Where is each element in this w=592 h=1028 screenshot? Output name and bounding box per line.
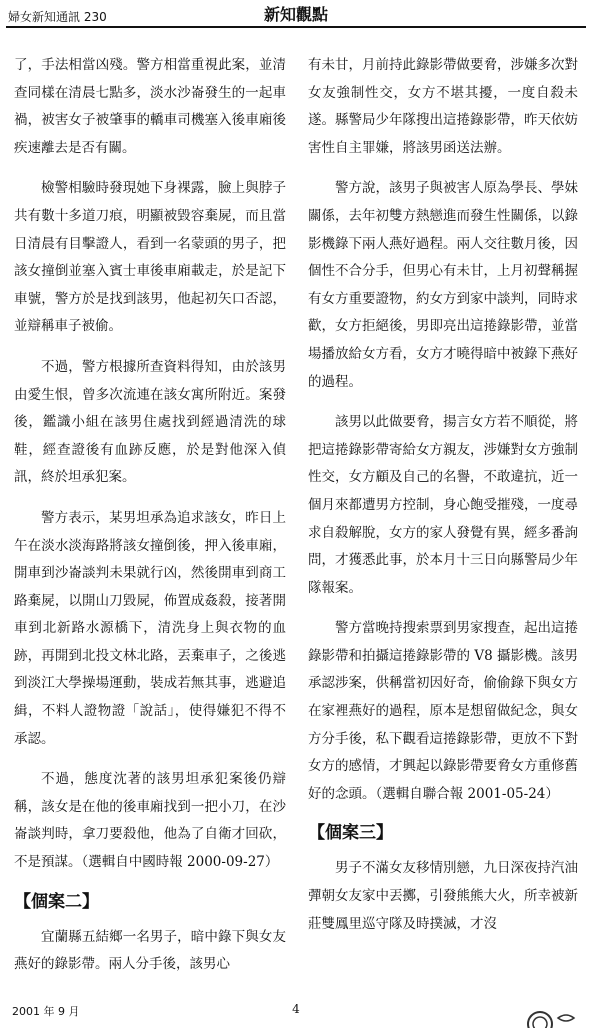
paragraph: 宜蘭縣五結鄉一名男子，暗中錄下與女友燕好的錄影帶。兩人分手後，該男心	[14, 928, 286, 973]
left-column	[14, 52, 286, 992]
case-two-heading: 【個案二】	[14, 891, 99, 912]
paragraph: 警方當晚持搜索票到男家搜查，起出這捲錄影帶和拍攝這捲錄影帶的 V8 攝影機。該男承認涉案，供稱當初因好奇，偷偷錄下與女方在家裡燕好的過程，原本是想留做紀念，與女方分手後，私下觀看這捲錄影帶，更放不下對女方的感情，才興起以錄影帶要脅女方重修舊好的念頭。（選輯自聯合報 2001-05-24）	[308, 620, 578, 802]
logo-stamp-icon	[524, 1004, 584, 1028]
paragraph: 不過，警方根據所查資料得知，由於該男由愛生恨，曾多次流連在該女寓所附近。案發後，鑑識小組在該男住處找到經過清洗的球鞋，經查證後有血跡反應，於是對他深入偵訊，終於坦承犯案。	[14, 358, 286, 486]
paragraph: 了，手法相當凶殘。警方相當重視此案，並清查同樣在清晨七點多，淡水沙崙發生的一起車禍，被害女子被肇事的轎車司機塞入後車廂後疾速離去是否有關。	[14, 57, 286, 156]
case-three-heading: 【個案三】	[308, 823, 393, 844]
paragraph: 不過，態度沈著的該男坦承犯案後仍辯稱，該女是在他的後車廂找到一把小刀，在沙崙談判時，拿刀要殺他，他為了自衛才回砍，不是預謀。（選輯自中國時報 2000-09-27）	[14, 771, 286, 871]
section-title: 新知觀點	[263, 5, 328, 24]
paragraph: 檢警相驗時發現她下身裸露，臉上與脖子共有數十多道刀痕，明顯被毀容棄屍，而且當日清晨有目擊證人，看到一名蒙頭的男子，把該女撞倒並塞入賓士車後車廂載走，於是記下車號，警方於是找到該男，他起初矢口否認，並辯稱車子被偷。	[14, 180, 286, 335]
issue-label: 婦女新知通訊 230	[8, 10, 107, 24]
header-rule	[6, 26, 586, 28]
paragraph: 警方表示，某男坦承為追求該女，昨日上午在淡水淡海路將該女撞倒後，押入後車廂，開車到沙崙談判未果就行凶，然後開車到商工路棄屍，以開山刀毀屍，佈置成姦殺，接著開車到北新路水源橋下，清洗身上與衣物的血跡，再開到北投文林北路，丟棄車子，之後逃到淡江大學操場運動，裝成若無其事，逃避追緝，不料人證物證「說話」，使得嫌犯不得不承認。	[14, 509, 286, 747]
paragraph: 警方說，該男子與被害人原為學長、學妹關係，去年初雙方熱戀進而發生性關係，以錄影機錄下兩人燕好過程。兩人交往數月後，因個性不合分手，但男心有未甘，上月初聲稱握有女方重要證物，約女方到家中談判，同時求歡，女方拒絕後，男即亮出這捲錄影帶，並當場播放給女方看，女方才曉得暗中被錄下燕好的過程。	[308, 180, 578, 390]
page-number: 4	[292, 1002, 300, 1016]
right-column	[308, 52, 578, 951]
paragraph: 有未甘，月前持此錄影帶做要脅，涉嫌多次對女友強制性交，女方不堪其擾，一度自殺未遂。縣警局少年隊搜出這捲錄影帶，昨天依妨害性自主罪嫌，將該男函送法辦。	[308, 57, 578, 156]
paragraph: 該男以此做要脅，揚言女方若不順從，將把這捲錄影帶寄給女方親友，涉嫌對女方強制性交，女方顧及自己的名譽，不敢違抗，近一個月來都遭男方控制，身心飽受摧殘，一度尋求自殺解脫，女方的家人發覺有異，經多番詢問，才獲悉此事，於本月十三日向縣警局少年隊報案。	[308, 414, 578, 596]
paragraph: 男子不滿女友移情別戀，九日深夜持汽油彈朝女友家中丟擲，引發熊熊大火，所幸被新莊雙鳳里巡守隊及時撲滅，才沒	[308, 860, 578, 932]
footer-date: 2001 年 9 月	[12, 1005, 80, 1018]
